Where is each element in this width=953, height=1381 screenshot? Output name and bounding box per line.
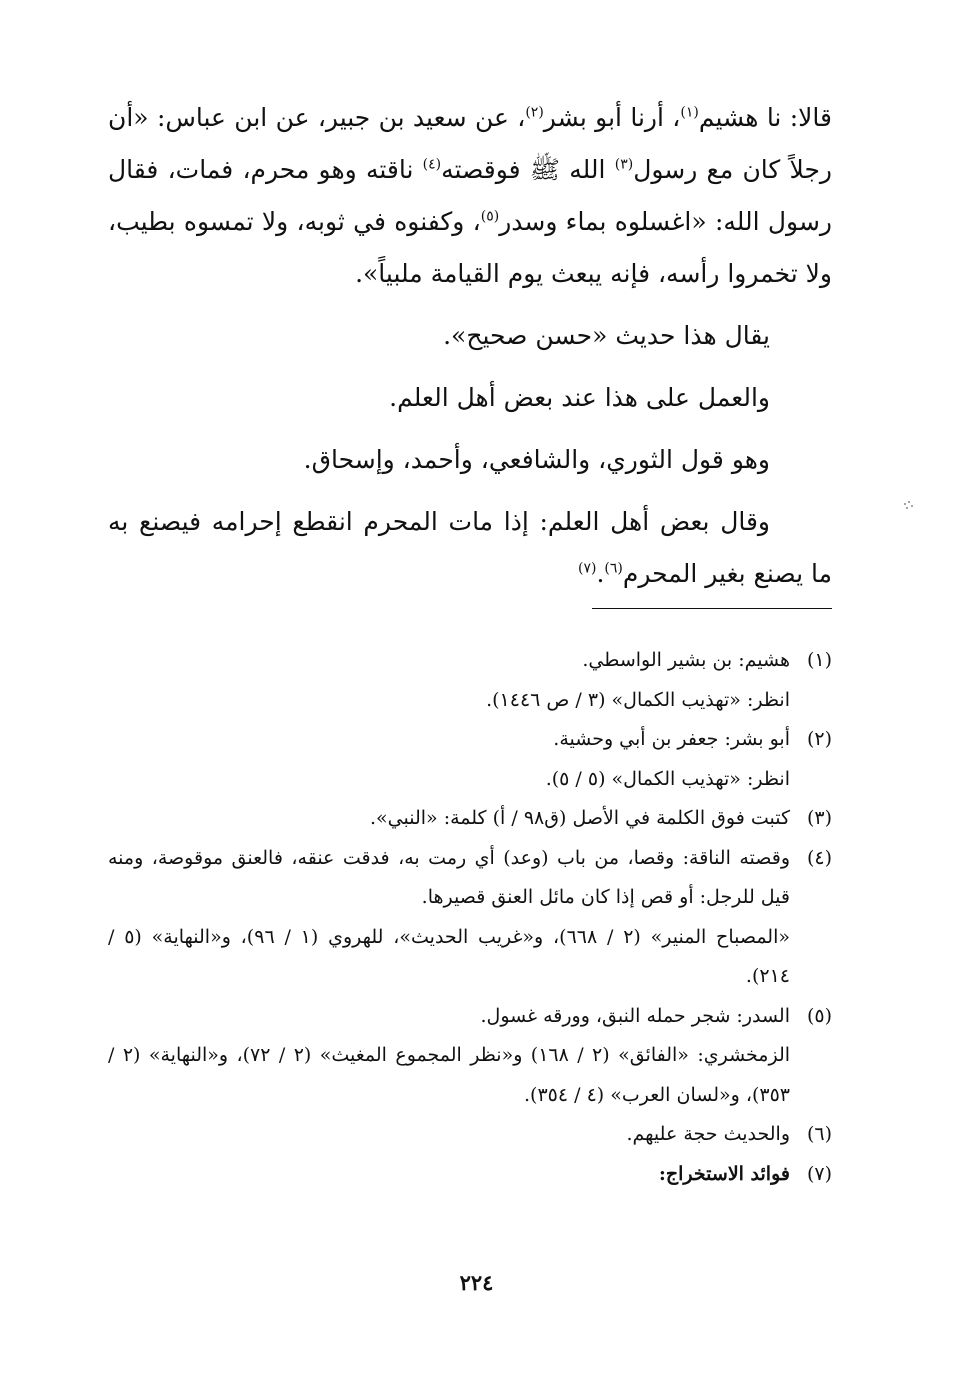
- footnote-line: السدر: شجر حمله النبق، وورقه غسول.: [480, 1004, 790, 1027]
- footnote-1: [108, 641, 832, 720]
- footnote-line: أبو بشر: جعفر بن أبي وحشية.: [553, 728, 790, 750]
- footnote-text: [108, 839, 790, 997]
- footnote-text: [108, 1115, 790, 1155]
- footnote-text: [108, 641, 790, 720]
- scholars-paragraph: وهو قول الثوري، والشافعي، وأحمد، وإسحاق.: [303, 445, 770, 474]
- footnote-number: (٣): [806, 807, 832, 829]
- footnote-line: وقصته الناقة: وقصا، من باب (وعد) أي رمت به، فدقت عنقه، فالعنق موقوصة، ومنه قيل للرجل: أو قص إذا كان مائل العنق قصيرها.: [108, 846, 790, 908]
- footnote-3: [108, 799, 832, 839]
- text-segment: الله ﷺ فوقصته: [441, 155, 615, 184]
- footnote-ref[interactable]: (٢): [525, 104, 544, 121]
- text-segment: وقال بعض أهل العلم: إذا مات المحرم انقطع إحرامه فيصنع به ما يصنع بغير المحرم: [108, 507, 832, 588]
- scan-speck: [903, 500, 915, 510]
- footnote-2: [108, 720, 832, 799]
- opinion-paragraph: [108, 496, 832, 600]
- footnote-line: انظر: «تهذيب الكمال» (٣ / ص ١٤٤٦).: [486, 688, 790, 711]
- footnote-ref[interactable]: (٦): [604, 560, 623, 577]
- footnote-ref[interactable]: (١): [680, 104, 699, 121]
- footnote-ref[interactable]: (٧): [577, 560, 597, 577]
- text-segment: ، وكفنوه في ثوبه، ولا تمسوه بطيب، ولا تخمروا رأسه، فإنه يبعث يوم القيامة ملبياً».: [108, 207, 832, 288]
- footnote-line: «المصباح المنير» (٢ / ٦٦٨)، و«غريب الحديث»، للهروي (١ / ٩٦)، و«النهاية» (٥ / ٢١٤).: [108, 925, 790, 987]
- footnote-text: [108, 1155, 790, 1195]
- footnote-5: [108, 997, 832, 1116]
- footnote-4: [108, 839, 832, 997]
- page-number: ٢٢٤: [459, 1270, 494, 1295]
- footnote-line: كتبت فوق الكلمة في الأصل (ق٩٨ / أ) كلمة: «النبي».: [370, 807, 790, 829]
- text-segment: .: [596, 559, 605, 588]
- footnote-number: (١): [806, 649, 832, 671]
- hadith-paragraph: [108, 92, 832, 300]
- footnotes: [108, 641, 832, 1194]
- footnote-line: هشيم: بن بشير الواسطي.: [582, 649, 790, 671]
- footnote-7: [108, 1155, 832, 1195]
- footnote-number: (٧): [806, 1162, 832, 1185]
- footnote-line: انظر: «تهذيب الكمال» (٥ / ٥).: [545, 767, 790, 790]
- text-segment: ، أرنا أبو بشر: [543, 103, 681, 132]
- footnote-text: [108, 799, 790, 839]
- footnote-line: والحديث حجة عليهم.: [626, 1123, 790, 1145]
- grading-paragraph: يقال هذا حديث «حسن صحيح».: [443, 321, 770, 350]
- footnote-number: (٤): [806, 846, 832, 869]
- main-text: [108, 92, 832, 600]
- footnote-text: [108, 997, 790, 1116]
- footnote-number: (٦): [806, 1123, 832, 1145]
- footnote-ref[interactable]: (٥): [480, 208, 500, 225]
- footnote-6: [108, 1115, 832, 1155]
- practice-paragraph: والعمل على هذا عند بعض أهل العلم.: [389, 383, 770, 412]
- footnote-ref[interactable]: (٤): [422, 156, 442, 173]
- footnote-line: فوائد الاستخراج:: [658, 1162, 790, 1185]
- footnote-text: [108, 720, 790, 799]
- text-segment: ناقته وهو محرم، فمات، فقال رسول الله: «اغسلوه بماء وسدر: [108, 155, 832, 236]
- footnote-line: الزمخشري: «الفائق» (٢ / ١٦٨) و«نظر المجموع المغيث» (٢ / ٧٢)، و«النهاية» (٢ / ٣٥٣)، و«لسان العرب» (٤ / ٣٥٤).: [108, 1044, 791, 1106]
- footnote-number: (٢): [806, 728, 832, 750]
- footnote-ref[interactable]: (٣): [614, 156, 634, 173]
- text-segment: قالا: نا هشيم: [698, 103, 832, 132]
- text-segment: ، عن سعيد بن جبير، عن ابن عباس: «أن رجلاً كان مع رسول: [108, 103, 832, 184]
- footnote-separator: [592, 608, 832, 609]
- footnote-number: (٥): [806, 1004, 832, 1027]
